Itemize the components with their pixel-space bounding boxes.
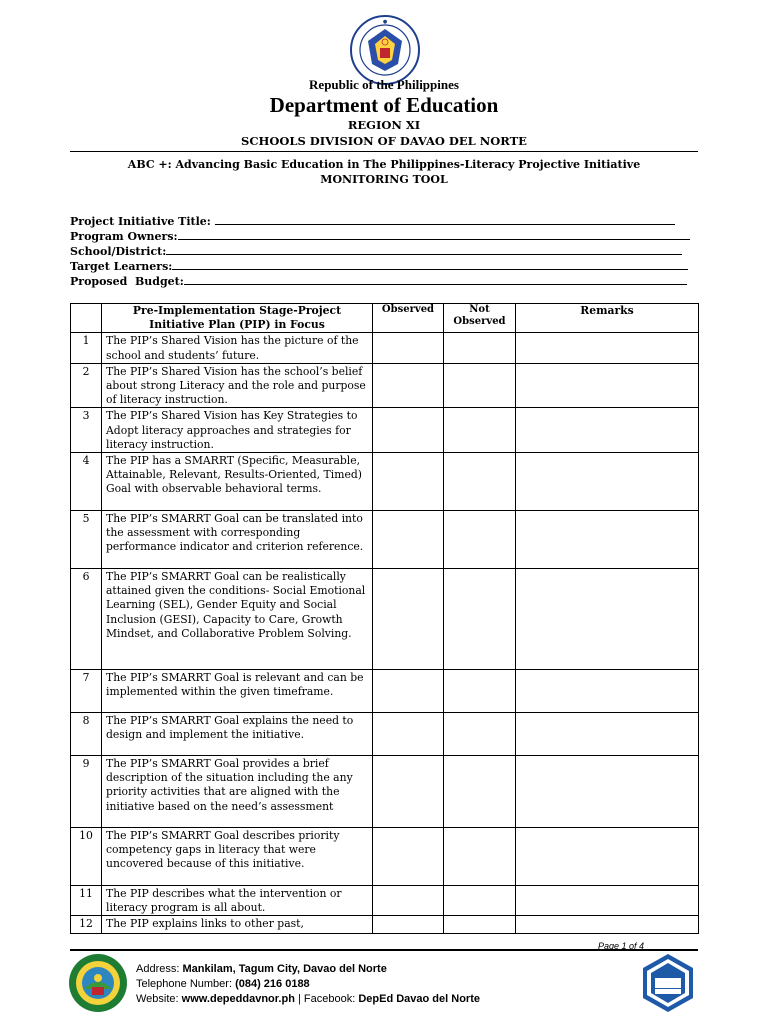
observed-cell[interactable]: [373, 916, 444, 933]
observed-cell[interactable]: [373, 333, 444, 363]
fill-line[interactable]: [184, 275, 687, 285]
header-divider: [70, 151, 698, 152]
row-number: 4: [71, 453, 102, 511]
website-label: Website:: [136, 993, 182, 1005]
division-heading: SCHOOLS DIVISION OF DAVAO DEL NORTE: [241, 134, 527, 148]
row-number: 2: [71, 363, 102, 408]
remarks-cell[interactable]: [516, 670, 699, 713]
row-criterion: The PIP’s SMARRT Goal can be translated into the assessment with corresponding performance indicator and criterion reference.: [102, 511, 373, 569]
observed-column-header: Observed: [373, 304, 444, 333]
observed-cell[interactable]: [373, 670, 444, 713]
observed-cell[interactable]: [373, 756, 444, 828]
not-observed-cell[interactable]: [444, 670, 516, 713]
row-criterion: The PIP’s SMARRT Goal explains the need to design and implement the initiative.: [102, 713, 373, 756]
facebook-label: Facebook:: [303, 993, 359, 1005]
division-of-davao-del-norte-seal-icon: [68, 953, 128, 1013]
not-observed-column-header: Not Observed: [444, 304, 516, 333]
telephone-label: Telephone Number:: [136, 978, 236, 990]
stage-column-header: Pre-Implementation Stage-Project Initiative Plan (PIP) in Focus: [102, 304, 373, 333]
region-heading: REGION XI: [347, 118, 421, 132]
field-project-initiative-title[interactable]: [70, 215, 698, 228]
observed-cell[interactable]: [373, 408, 444, 453]
remarks-cell[interactable]: [516, 569, 699, 670]
table-row: [71, 363, 699, 408]
fill-line[interactable]: [178, 230, 690, 240]
remarks-cell[interactable]: [516, 453, 699, 511]
field-proposed-budget[interactable]: [70, 275, 698, 288]
row-number: 9: [71, 756, 102, 828]
fill-line[interactable]: [172, 260, 688, 270]
not-observed-cell[interactable]: [444, 511, 516, 569]
address-label: Address:: [136, 963, 183, 975]
table-row: [71, 916, 699, 933]
fill-line[interactable]: [215, 215, 675, 225]
not-observed-cell[interactable]: [444, 363, 516, 408]
table-row: [71, 713, 699, 756]
observed-cell[interactable]: [373, 828, 444, 886]
table-row: [71, 511, 699, 569]
remarks-column-header: Remarks: [516, 304, 699, 333]
remarks-cell[interactable]: [516, 713, 699, 756]
page-number: Page 1 of 4: [598, 941, 645, 951]
field-school-district[interactable]: [70, 245, 698, 258]
row-criterion: The PIP’s SMARRT Goal is relevant and can be implemented within the given timeframe.: [102, 670, 373, 713]
table-body: [71, 333, 699, 933]
number-column-header: [71, 304, 102, 333]
tool-title: MONITORING TOOL: [320, 173, 448, 186]
observed-cell[interactable]: [373, 511, 444, 569]
row-number: 6: [71, 569, 102, 670]
not-observed-cell[interactable]: [444, 333, 516, 363]
tuv-sud-certification-icon: [637, 952, 699, 1014]
row-criterion: The PIP explains links to other past,: [102, 916, 373, 933]
row-criterion: The PIP has a SMARRT (Specific, Measurable, Attainable, Relevant, Results-Oriented, Timed) Goal with observable behavioral terms.: [102, 453, 373, 511]
footer-address: [136, 963, 387, 975]
observed-cell[interactable]: [373, 713, 444, 756]
fill-line[interactable]: [166, 245, 682, 255]
field-label: Target Learners:: [70, 260, 173, 273]
row-criterion: The PIP’s Shared Vision has the picture of the school and students’ future.: [102, 333, 373, 363]
table-row: [71, 408, 699, 453]
project-title-line: ABC +: Advancing Basic Education in The Philippines-Literacy Projective Initiative: [127, 158, 641, 171]
row-criterion: The PIP’s SMARRT Goal can be realistically attained given the conditions- Social Emotional Learning (SEL), Gender Equity and Social Inclusion (GESI), Capacity to Care, Growth Mindset, and Collaborative Problem Solving.: [102, 569, 373, 670]
telephone-value: (084) 216 0188: [235, 978, 310, 990]
remarks-cell[interactable]: [516, 408, 699, 453]
not-observed-cell[interactable]: [444, 408, 516, 453]
website-link[interactable]: www.depeddavnor.ph: [181, 993, 295, 1005]
row-number: 8: [71, 713, 102, 756]
remarks-cell[interactable]: [516, 756, 699, 828]
row-number: 1: [71, 333, 102, 363]
row-number: 12: [71, 916, 102, 933]
row-criterion: The PIP’s Shared Vision has Key Strategies to Adopt literacy approaches and strategies for literacy instruction.: [102, 408, 373, 453]
footer-web: [136, 993, 480, 1005]
table-row: [71, 828, 699, 886]
table-row: [71, 756, 699, 828]
not-observed-cell[interactable]: [444, 713, 516, 756]
field-label: Proposed Budget:: [70, 275, 184, 288]
table-row: [71, 670, 699, 713]
observed-cell[interactable]: [373, 886, 444, 916]
row-number: 11: [71, 886, 102, 916]
remarks-cell[interactable]: [516, 886, 699, 916]
table-row: [71, 333, 699, 363]
row-number: 5: [71, 511, 102, 569]
field-program-owners[interactable]: [70, 230, 698, 243]
not-observed-cell[interactable]: [444, 916, 516, 933]
field-label: Project Initiative Title:: [70, 215, 215, 228]
footer-divider: [70, 949, 698, 951]
remarks-cell[interactable]: [516, 916, 699, 933]
field-target-learners[interactable]: [70, 260, 698, 273]
table-row: [71, 453, 699, 511]
monitoring-table: [70, 303, 699, 934]
address-value: Mankilam, Tagum City, Davao del Norte: [182, 963, 387, 975]
not-observed-cell[interactable]: [444, 828, 516, 886]
observed-cell[interactable]: [373, 569, 444, 670]
remarks-cell[interactable]: [516, 828, 699, 886]
not-observed-cell[interactable]: [444, 453, 516, 511]
table-row: [71, 569, 699, 670]
row-criterion: The PIP’s Shared Vision has the school’s belief about strong Literacy and the role and purpose of literacy instruction.: [102, 363, 373, 408]
separator: |: [294, 993, 304, 1005]
facebook-link[interactable]: DepEd Davao del Norte: [358, 993, 480, 1005]
department-title: Department of Education: [269, 93, 499, 117]
not-observed-cell[interactable]: [444, 886, 516, 916]
remarks-cell[interactable]: [516, 363, 699, 408]
not-observed-cell[interactable]: [444, 569, 516, 670]
observed-cell[interactable]: [373, 453, 444, 511]
svg-text:●: ●: [382, 19, 388, 25]
row-number: 3: [71, 408, 102, 453]
field-label: Program Owners:: [70, 230, 178, 243]
deped-seal-icon: [349, 14, 421, 86]
row-number: 10: [71, 828, 102, 886]
row-criterion: The PIP’s SMARRT Goal describes priority competency gaps in literacy that were uncovered because of this initiative.: [102, 828, 373, 886]
table-row: [71, 886, 699, 916]
table-header-row: [71, 304, 699, 333]
republic-heading: Republic of the Philippines: [309, 77, 459, 92]
row-criterion: The PIP’s SMARRT Goal provides a brief description of the situation including the any priority activities that are aligned with the initiative based on the need’s assessment: [102, 756, 373, 828]
row-criterion: The PIP describes what the intervention or literacy program is all about.: [102, 886, 373, 916]
footer-telephone: [136, 978, 310, 990]
observed-cell[interactable]: [373, 363, 444, 408]
remarks-cell[interactable]: [516, 511, 699, 569]
row-number: 7: [71, 670, 102, 713]
remarks-cell[interactable]: [516, 333, 699, 363]
field-label: School/District:: [70, 245, 167, 258]
not-observed-cell[interactable]: [444, 756, 516, 828]
